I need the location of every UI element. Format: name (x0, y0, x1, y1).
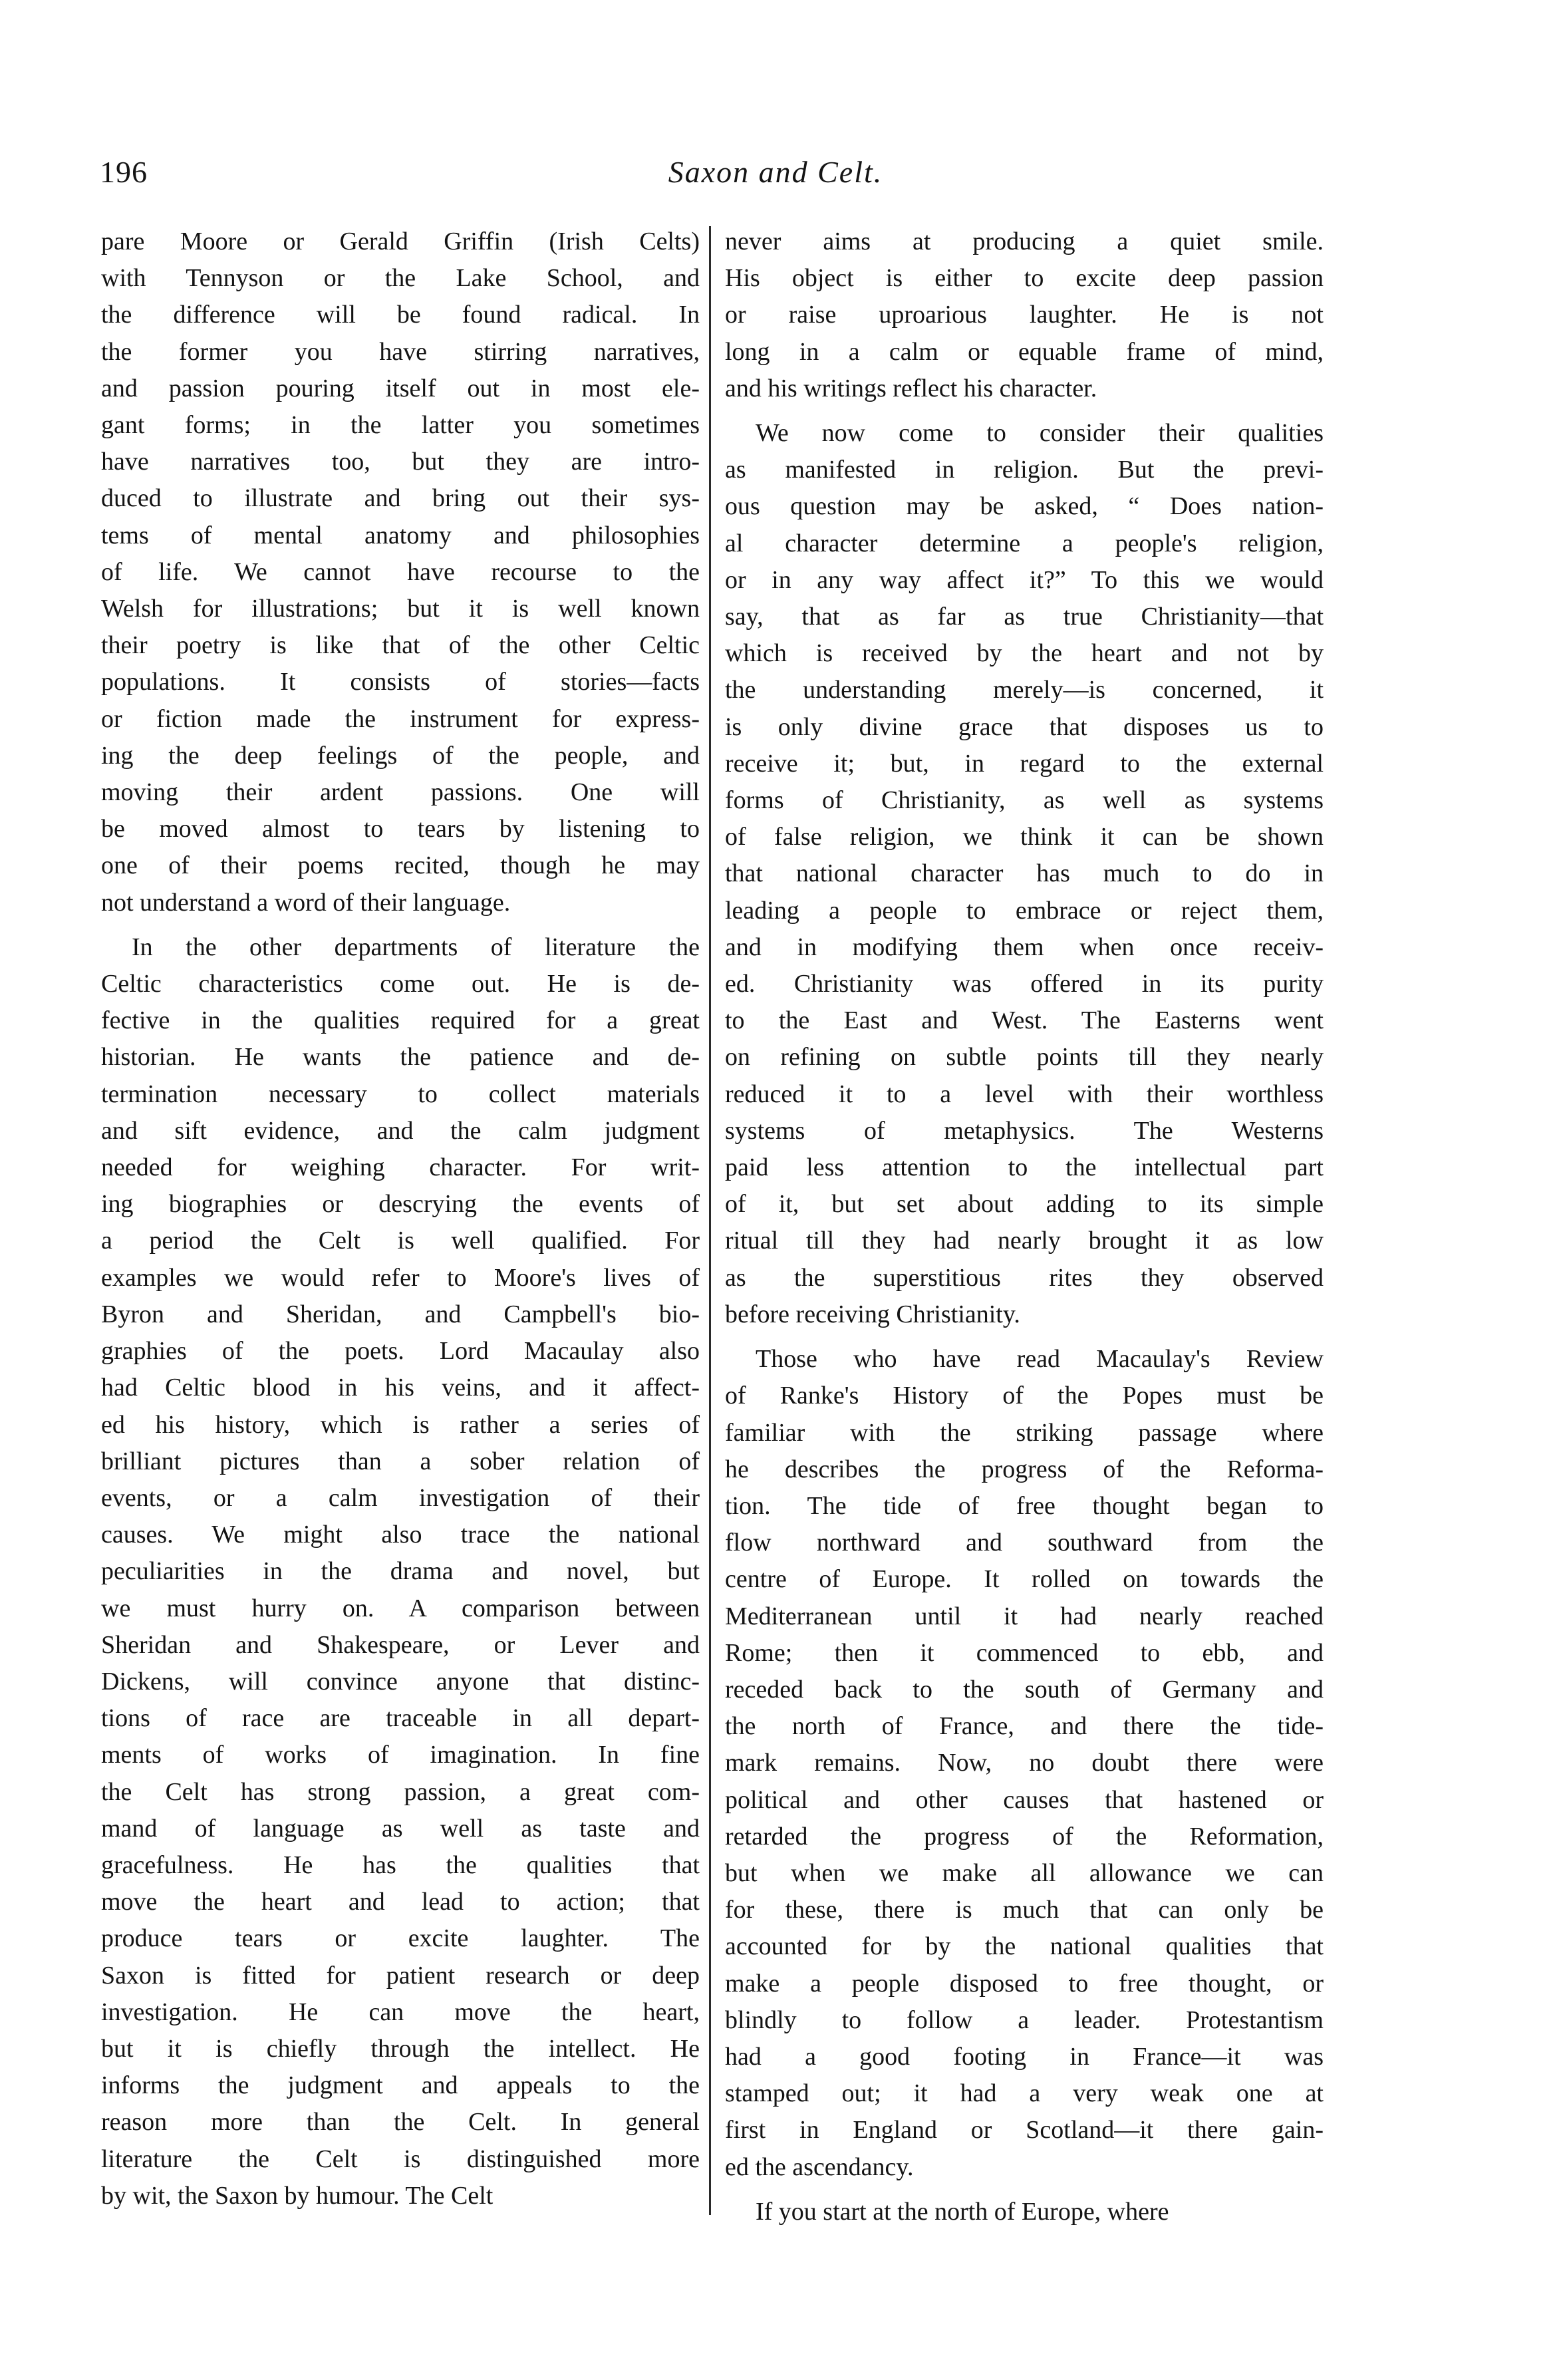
text-line: Mediterranean until it had nearly reached (725, 1602, 1324, 1630)
text-line: Rome; then it commenced to ebb, and (725, 1638, 1324, 1667)
text-line: Those who have read Macaulay's Review (756, 1345, 1324, 1374)
paragraph (725, 2194, 1324, 2230)
text-line: retarded the progress of the Reformation, (725, 1822, 1324, 1851)
text-line: examples we would refer to Moore's lives of (101, 1263, 700, 1292)
text-line: ritual till they had nearly brought it as low (725, 1227, 1324, 1255)
text-line: tion. The tide of free thought began to (725, 1491, 1324, 1520)
text-line: Saxon is fitted for patient research or deep (101, 1961, 700, 1990)
text-line: of Ranke's History of the Popes must be (725, 1382, 1324, 1410)
text-line: a period the Celt is well qualified. For (101, 1227, 700, 1255)
text-line: but it is chiefly through the intellect. He (101, 2034, 700, 2063)
text-line: one of their poems recited, though he may (101, 851, 700, 880)
text-line: ed. Christianity was offered in its purity (725, 970, 1324, 998)
text-line: brilliant pictures than a sober relation of (101, 1447, 700, 1475)
text-line: historian. He wants the patience and de- (101, 1043, 700, 1072)
text-line: and in modifying them when once receiv- (725, 933, 1324, 961)
text-line: but when we make all allowance we can (725, 1859, 1324, 1887)
text-line: the difference will be found radical. In (101, 301, 700, 329)
text-line: stamped out; it had a very weak one at (725, 2079, 1324, 2108)
text-line: or fiction made the instrument for express- (101, 704, 700, 733)
text-line: We now come to consider their qualities (756, 419, 1324, 448)
text-line: accounted for by the national qualities that (725, 1932, 1324, 1961)
text-line: before receiving Christianity. (725, 1300, 1020, 1328)
text-line: of it, but set about adding to its simple (725, 1190, 1324, 1219)
text-line: or raise uproarious laughter. He is not (725, 301, 1324, 329)
text-line: graphies of the poets. Lord Macaulay also (101, 1337, 700, 1366)
paragraph (101, 223, 700, 921)
text-line: flow northward and southward from the (725, 1529, 1324, 1557)
text-line: ing biographies or descrying the events of (101, 1190, 700, 1219)
paragraph (725, 1341, 1324, 2186)
text-line: first in England or Scotland—it there gain- (725, 2116, 1324, 2145)
text-line: ed the ascendancy. (725, 2153, 914, 2181)
text-line: If you start at the north of Europe, where (756, 2197, 1169, 2226)
text-line: on refining on subtle points till they nearly (725, 1043, 1324, 1072)
text-line: reason more than the Celt. In general (101, 2108, 700, 2137)
text-line: as the superstitious rites they observed (725, 1263, 1324, 1292)
text-line: ments of works of imagination. In fine (101, 1741, 700, 1769)
text-line: gracefulness. He has the qualities that (101, 1851, 700, 1879)
text-line: of false religion, we think it can be shown (725, 823, 1324, 851)
text-line: forms of Christianity, as well as systems (725, 786, 1324, 815)
text-line: with Tennyson or the Lake School, and (101, 264, 700, 293)
text-line: paid less attention to the intellectual part (725, 1153, 1324, 1182)
text-line: peculiarities in the drama and novel, but (101, 1557, 700, 1586)
text-line: and passion pouring itself out in most ele- (101, 374, 700, 402)
text-line: receive it; but, in regard to the external (725, 749, 1324, 778)
page-number: 196 (100, 155, 148, 189)
text-line: tions of race are traceable in all depart- (101, 1704, 700, 1733)
text-line: as manifested in religion. But the previ- (725, 456, 1324, 484)
text-line: pare Moore or Gerald Griffin (Irish Celts) (101, 227, 700, 255)
text-line: be moved almost to tears by listening to (101, 815, 700, 843)
text-line: systems of metaphysics. The Westerns (725, 1116, 1324, 1145)
text-line: In the other departments of literature the (132, 933, 700, 961)
text-line: the former you have stirring narratives, (101, 337, 700, 366)
text-line: ed his history, which is rather a series of (101, 1410, 700, 1439)
text-line: the understanding merely—is concerned, it (725, 676, 1324, 704)
text-line: leading a people to embrace or reject them, (725, 896, 1324, 925)
text-line: we must hurry on. A comparison between (101, 1594, 700, 1622)
text-line: Celtic characteristics come out. He is de- (101, 970, 700, 998)
text-line: informs the judgment and appeals to the (101, 2071, 700, 2100)
left-column (101, 223, 700, 2214)
right-column (725, 223, 1324, 2230)
text-line: had Celtic blood in his veins, and it affect- (101, 1374, 700, 1402)
text-line: Byron and Sheridan, and Campbell's bio- (101, 1300, 700, 1328)
text-line: that national character has much to do in (725, 859, 1324, 888)
text-line: gant forms; in the latter you sometimes (101, 411, 700, 440)
text-line: and his writings reflect his character. (725, 374, 1097, 402)
text-line: have narratives too, but they are intro- (101, 448, 700, 476)
text-line: needed for weighing character. For writ- (101, 1153, 700, 1182)
text-line: receded back to the south of Germany and (725, 1675, 1324, 1704)
text-line: of life. We cannot have recourse to the (101, 557, 700, 586)
text-line: had a good footing in France—it was (725, 2042, 1324, 2071)
text-line: make a people disposed to free thought, or (725, 1969, 1324, 1998)
text-line: the Celt has strong passion, a great com- (101, 1777, 700, 1806)
text-line: ous question may be asked, “ Does nation- (725, 492, 1324, 521)
text-line: moving their ardent passions. One will (101, 778, 700, 807)
text-line: long in a calm or equable frame of mind, (725, 337, 1324, 366)
running-title: Saxon and Celt. (668, 155, 883, 189)
text-line: ing the deep feelings of the people, and (101, 741, 700, 770)
text-line: is only divine grace that disposes us to (725, 712, 1324, 741)
paragraph (101, 929, 700, 2214)
text-line: their poetry is like that of the other Celtic (101, 631, 700, 660)
text-line: move the heart and lead to action; that (101, 1888, 700, 1916)
text-line: duced to illustrate and bring out their sys- (101, 484, 700, 513)
text-line: to the East and West. The Easterns went (725, 1006, 1324, 1035)
text-line: and sift evidence, and the calm judgment (101, 1116, 700, 1145)
text-line: Welsh for illustrations; but it is well known (101, 595, 700, 623)
paragraph (725, 223, 1324, 407)
column-divider (709, 226, 711, 2215)
text-line: familiar with the striking passage where (725, 1418, 1324, 1447)
text-line: say, that as far as true Christianity—that (725, 603, 1324, 631)
text-line: he describes the progress of the Reforma- (725, 1455, 1324, 1483)
paragraph (725, 415, 1324, 1333)
text-line: blindly to follow a leader. Protestantism (725, 2006, 1324, 2034)
text-line: produce tears or excite laughter. The (101, 1924, 700, 1953)
text-line: causes. We might also trace the national (101, 1521, 700, 1549)
text-line: fective in the qualities required for a great (101, 1006, 700, 1035)
text-line: al character determine a people's religion, (725, 529, 1324, 557)
text-line: for these, there is much that can only be (725, 1896, 1324, 1924)
text-line: centre of Europe. It rolled on towards the (725, 1565, 1324, 1594)
text-line: never aims at producing a quiet smile. (725, 227, 1324, 255)
text-line: political and other causes that hastened or (725, 1785, 1324, 1814)
text-line: populations. It consists of stories—facts (101, 668, 700, 696)
text-line: tems of mental anatomy and philosophies (101, 521, 700, 549)
text-line: Dickens, will convince anyone that distinc- (101, 1667, 700, 1696)
text-line: not understand a word of their language. (101, 888, 511, 917)
text-line: or in any way affect it?” To this we would (725, 565, 1324, 594)
text-line: by wit, the Saxon by humour. The Celt (101, 2181, 494, 2210)
text-line: reduced it to a level with their worthless (725, 1080, 1324, 1108)
text-line: literature the Celt is distinguished more (101, 2145, 700, 2173)
text-line: mand of language as well as taste and (101, 1814, 700, 1843)
text-line: termination necessary to collect materials (101, 1080, 700, 1108)
text-line: mark remains. Now, no doubt there were (725, 1749, 1324, 1777)
text-line: events, or a calm investigation of their (101, 1483, 700, 1512)
text-line: the north of France, and there the tide- (725, 1712, 1324, 1741)
text-line: His object is either to excite deep passion (725, 264, 1324, 293)
text-line: which is received by the heart and not by (725, 639, 1324, 668)
text-line: Sheridan and Shakespeare, or Lever and (101, 1630, 700, 1659)
text-line: investigation. He can move the heart, (101, 1998, 700, 2026)
page-header (0, 154, 1551, 208)
